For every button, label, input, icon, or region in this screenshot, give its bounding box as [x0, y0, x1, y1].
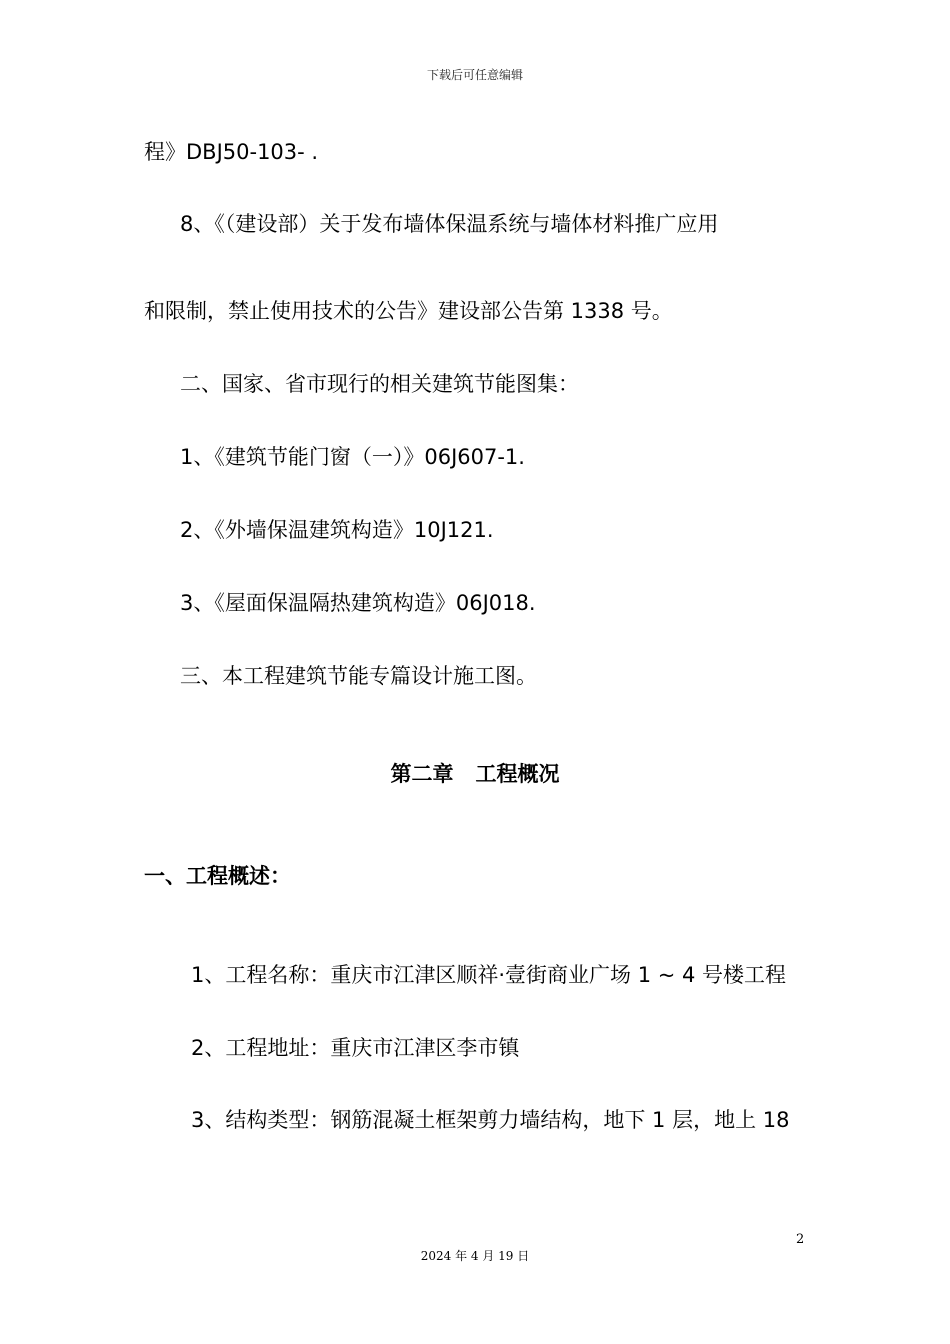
page-number: 2 — [796, 1232, 805, 1247]
body-line-3: 和限制，禁止使用技术的公告》建设部公告第 1338 号。 — [144, 299, 673, 323]
section-heading: 一、工程概述： — [144, 864, 291, 888]
body-line-4: 二、国家、省市现行的相关建筑节能图集： — [180, 372, 579, 396]
section-item-1: 1、工程名称：重庆市江津区顺祥·壹街商业广场 1 ~ 4 号楼工程 — [191, 963, 787, 987]
page-header: 下载后可任意编辑 — [426, 68, 523, 82]
body-line-2: 8、《（建设部）关于发布墙体保温系统与墙体材料推广应用 — [180, 212, 719, 236]
section-item-2: 2、工程地址：重庆市江津区李市镇 — [191, 1036, 520, 1060]
section-item-3: 3、结构类型：钢筋混凝土框架剪力墙结构，地下 1 层，地上 18 — [191, 1108, 790, 1132]
body-line-5: 1、《建筑节能门窗（一）》06J607-1. — [180, 445, 525, 469]
chapter-title: 第二章 工程概况 — [390, 762, 560, 786]
body-line-6: 2、《外墙保温建筑构造》10J121. — [180, 518, 494, 542]
body-line-8: 三、本工程建筑节能专篇设计施工图。 — [180, 664, 537, 688]
footer-date: 2024 年 4 月 19 日 — [420, 1249, 530, 1263]
body-line-7: 3、《屋面保温隔热建筑构造》06J018. — [180, 591, 536, 615]
body-line-1: 程》DBJ50-103- . — [144, 140, 319, 164]
